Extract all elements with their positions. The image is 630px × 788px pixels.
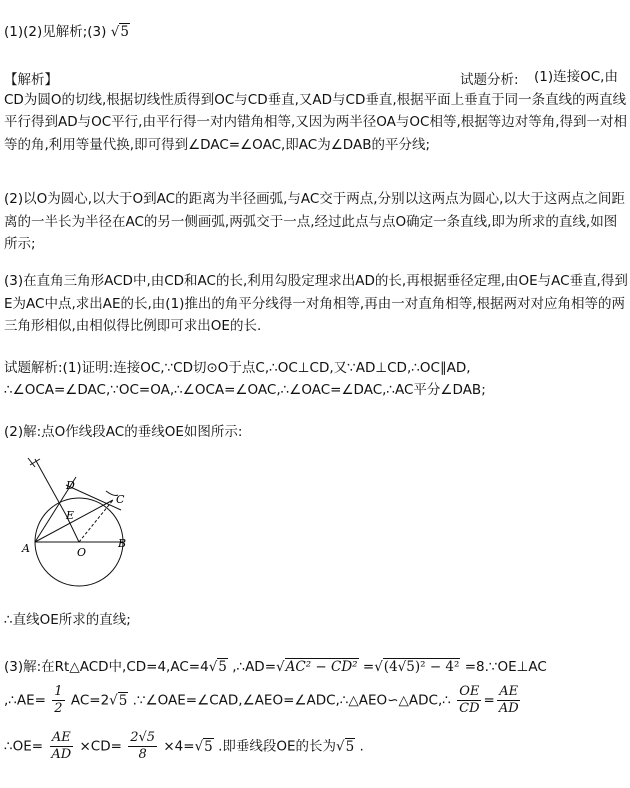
solution-line-1: 试题解析:(1)证明:连接OC,∵CD切⊙O于点C,∴OC⊥CD,又∵AD⊥CD,∴OC∥AD, <box>4 360 471 376</box>
label-a: A <box>22 542 30 555</box>
label-o: O <box>77 546 87 559</box>
label-d: D <box>66 479 75 492</box>
label-c: C <box>116 493 125 506</box>
answer-line <box>4 20 130 40</box>
geometry-diagram <box>18 455 138 590</box>
part2-analysis: (2)以O为圆心,以大于O到AC的距离为半径画弧,与AC交于两点,分别以这两点为圆心,以大于这两点之间距离的一半长为半径在AC的另一侧画弧,两弧交于一点,经过此点与点O确定一条直线,即为所求的直线,如图所示; <box>4 191 625 252</box>
analysis-header: 【解析】 <box>4 72 58 88</box>
label-b: B <box>118 537 127 550</box>
perpendicular-extension <box>35 459 66 515</box>
answer-sqrt: √5 <box>110 24 129 40</box>
analysis-intro-label: 试题分析: <box>460 72 519 88</box>
part3-line-1: (3)解:在Rt△ACD中,CD=4,AC=4√5 ,∴AD=√AC² − CD² =√(4√5)² − 4² =8.∵OE⊥AC <box>4 659 547 675</box>
part3-analysis: (3)在直角三角形ACD中,由CD和AC的长,利用勾股定理求出AD的长,再根据垂径定理,由OE与AC垂直,得到E为AC中点,求出AE的长,由(1)推出的角平分线得一对角相等,再由一对直角相等,根据两对对应角相等的两三角形相似,由相似得比例即可求出OE的长. <box>4 273 628 334</box>
label-e: E <box>66 509 75 522</box>
part1-analysis: (1)连接OC,由CD为圆O的切线,根据切线性质得到OC与CD垂直,又AD与CD垂直,根据平面上垂直于同一条直线的两直线平行得到AD与OC平行,由平行得一对内错角相等,又因为两半径OA与OC相等,根据等边对等角,得到一对相等的角,利用等量代换,即可得到∠DAC=∠OAC,即AC为∠DAB的平分线; <box>4 69 628 153</box>
answer-prefix: (1)(2)见解析;(3) <box>4 24 107 40</box>
part3-line-2: ,∴AE= $\frac{1}{2}$ AC=2√5 .∵∠OAE=∠CAD,∠AEO=∠ADC,∴△AEO∽△ADC,∴ $\frac{OE}{CD}$ = $\frac{AE}{AD}$ <box>4 684 519 716</box>
solution-line-2: ∴∠OCA=∠DAC,∵OC=OA,∴∠OCA=∠OAC,∴∠OAC=∠DAC,∴AC平分∠DAB; <box>4 382 486 398</box>
radius-oc <box>79 500 113 542</box>
part3-line-3: ∴OE= $\frac{AE}{AD}$ ×CD= $\frac{2√5}{8}$ ×4=√5 .即垂线段OE的长为√5 . <box>4 730 364 762</box>
part2-solution: (2)解:点O作线段AC的垂线OE如图所示: <box>4 424 243 440</box>
conclusion-line: ∴直线OE所求的直线; <box>4 612 131 628</box>
